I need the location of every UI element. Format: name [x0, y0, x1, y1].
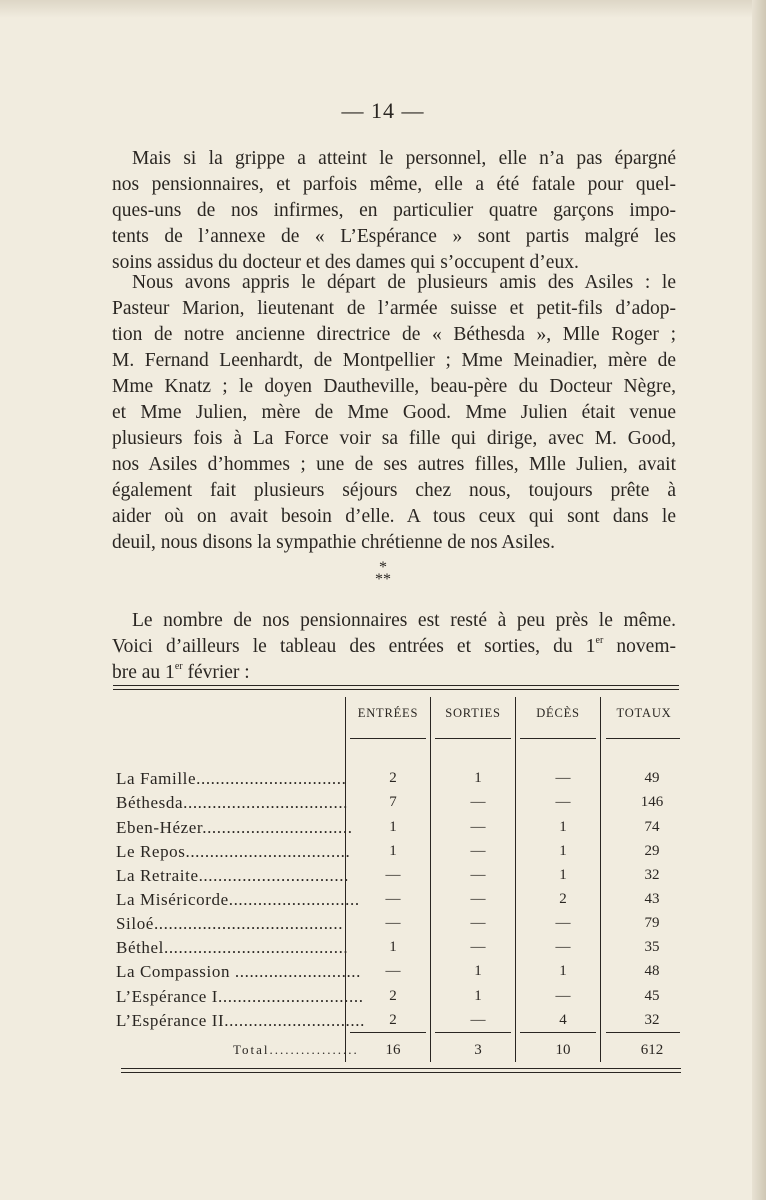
header-underline	[606, 738, 680, 739]
sum-rule	[350, 1032, 426, 1033]
cell-totaux: 32	[644, 867, 660, 883]
cell-totaux: 48	[644, 963, 660, 979]
table-bottom-rule	[121, 1068, 681, 1069]
cell-deces: —	[555, 988, 571, 1004]
total-sorties: 3	[474, 1042, 482, 1058]
table-top-rule	[113, 685, 679, 686]
row-label: Siloé.......................................	[116, 914, 344, 933]
cell-totaux: 43	[644, 891, 660, 907]
cell-entrees: 2	[389, 988, 397, 1004]
table-row	[116, 818, 676, 842]
column-header-entrees: ENTRÉES	[357, 706, 419, 720]
table-row	[116, 890, 676, 914]
paragraph-departures	[112, 270, 676, 556]
cell-totaux: 32	[644, 1012, 660, 1028]
table-bottom-rule	[121, 1072, 681, 1073]
section-separator-asterism	[0, 559, 766, 588]
cell-deces: 1	[559, 843, 567, 859]
cell-deces: 1	[559, 867, 567, 883]
row-label: Le Repos..................................	[116, 842, 351, 861]
table-row	[116, 793, 676, 817]
table-row	[116, 914, 676, 938]
text-line: soins assidus du docteur et des dames qui s’occupent d’eux.	[112, 252, 579, 273]
text-line: Le nombre de nos pensionnaires est resté à peu près le même.	[132, 610, 676, 631]
cell-totaux: 79	[644, 915, 660, 931]
cell-deces: 1	[559, 963, 567, 979]
header-underline	[520, 738, 596, 739]
text-line: M. Fernand Leenhardt, de Montpellier ; Mme Meinadier, mère de	[112, 350, 676, 371]
text-line	[112, 634, 676, 660]
cell-entrees: 2	[389, 770, 397, 786]
table-row	[116, 769, 676, 793]
cell-entrees: —	[385, 915, 401, 931]
total-totaux: 612	[640, 1042, 664, 1058]
row-label: Béthesda..................................	[116, 793, 349, 812]
cell-deces: 2	[559, 891, 567, 907]
page-edge	[752, 0, 766, 1200]
header-underline	[350, 738, 426, 739]
table-row	[116, 962, 676, 986]
cell-sorties: —	[470, 891, 486, 907]
text-line: plusieurs fois à La Force voir sa fille qui dirige, avec M. Good,	[112, 428, 676, 449]
row-label: La Miséricorde...........................	[116, 890, 360, 909]
cell-sorties: —	[470, 843, 486, 859]
sum-rule	[606, 1032, 680, 1033]
table-total-row	[116, 1042, 676, 1066]
cell-totaux: 35	[644, 939, 660, 955]
column-header-totaux: TOTAUX	[616, 706, 672, 720]
paragraph-grippe	[112, 146, 676, 276]
text-segment: novem-	[603, 636, 676, 657]
row-label: La Famille...............................	[116, 769, 347, 788]
superscript: er	[595, 635, 604, 646]
row-label: La Compassion ..........................	[116, 962, 361, 981]
text-line: nos Asiles d’hommes ; une de ses autres filles, Mlle Julien, avait	[112, 454, 676, 475]
table-row	[116, 987, 676, 1011]
cell-deces: 1	[559, 819, 567, 835]
row-label: La Retraite...............................	[116, 866, 349, 885]
cell-entrees: 1	[389, 939, 397, 955]
text-line: Mais si la grippe a atteint le personnel, elle n’a pas épargné	[132, 148, 676, 169]
text-line: tion de notre ancienne directrice de « Béthesda », Mlle Roger ;	[112, 324, 676, 345]
row-label: L’Espérance II.............................	[116, 1011, 365, 1030]
superscript: er	[174, 661, 183, 672]
asterism-bottom: **	[375, 571, 391, 588]
cell-sorties: —	[470, 794, 486, 810]
cell-sorties: 1	[474, 770, 482, 786]
header-underline	[435, 738, 511, 739]
cell-entrees: —	[385, 891, 401, 907]
cell-deces: —	[555, 915, 571, 931]
page-number: — 14 —	[341, 98, 425, 123]
table-row	[116, 938, 676, 962]
page-top-shadow	[0, 0, 766, 18]
cell-entrees: 1	[389, 843, 397, 859]
cell-entrees: —	[385, 867, 401, 883]
text-segment: Voici d’ailleurs le tableau des entrées et sorties, du 1	[112, 636, 596, 657]
cell-deces: —	[555, 770, 571, 786]
row-label: Béthel......................................	[116, 938, 349, 957]
cell-totaux: 146	[640, 794, 664, 810]
total-entrees: 16	[385, 1042, 401, 1058]
text-segment: février :	[182, 662, 250, 683]
row-label: L’Espérance I..............................	[116, 987, 364, 1006]
text-line: deuil, nous disons la sympathie chrétienne de nos Asiles.	[112, 532, 556, 553]
cell-entrees: 7	[389, 794, 397, 810]
text-line: ques-uns de nos infirmes, en particulier quatre garçons impo-	[112, 200, 676, 221]
cell-sorties: 1	[474, 988, 482, 1004]
column-header-deces: DÉCÈS	[536, 706, 580, 720]
cell-sorties: —	[470, 1012, 486, 1028]
total-deces: 10	[555, 1042, 571, 1058]
cell-totaux: 74	[644, 819, 660, 835]
cell-totaux: 45	[644, 988, 660, 1004]
sum-rule	[520, 1032, 596, 1033]
column-header-sorties: SORTIES	[445, 706, 501, 720]
cell-totaux: 29	[644, 843, 660, 859]
cell-deces: —	[555, 794, 571, 810]
table-top-rule	[113, 689, 679, 690]
text-line: aider où on avait besoin d’elle. A tous ceux qui sont dans le	[112, 506, 676, 527]
table-row	[116, 842, 676, 866]
cell-sorties: —	[470, 819, 486, 835]
table-row	[116, 866, 676, 890]
cell-deces: 4	[559, 1012, 567, 1028]
text-line	[112, 660, 676, 686]
cell-sorties: —	[470, 915, 486, 931]
cell-totaux: 49	[644, 770, 660, 786]
text-line: également fait plusieurs séjours chez nous, toujours prête à	[112, 480, 676, 501]
sum-rule	[435, 1032, 511, 1033]
cell-sorties: —	[470, 939, 486, 955]
asterism-top: *	[379, 559, 387, 576]
cell-entrees: 2	[389, 1012, 397, 1028]
cell-entrees: 1	[389, 819, 397, 835]
paragraph-table-intro	[112, 608, 676, 686]
cell-sorties: —	[470, 867, 486, 883]
cell-sorties: 1	[474, 963, 482, 979]
text-line: Nous avons appris le départ de plusieurs amis des Asiles : le	[132, 272, 676, 293]
cell-entrees: —	[385, 963, 401, 979]
text-line: et Mme Julien, mère de Mme Good. Mme Julien était venue	[112, 402, 676, 423]
text-segment: bre au 1	[112, 662, 175, 683]
text-line: nos pensionnaires, et parfois même, elle a été fatale pour quel-	[112, 174, 676, 195]
text-line: Mme Knatz ; le doyen Dautheville, beau-père du Docteur Nègre,	[112, 376, 676, 397]
row-label: Eben-Hézer...............................	[116, 818, 353, 837]
total-label: Total.................	[233, 1042, 359, 1057]
cell-deces: —	[555, 939, 571, 955]
text-line: tents de l’annexe de « L’Espérance » sont partis malgré les	[112, 226, 676, 247]
text-line: Pasteur Marion, lieutenant de l’armée suisse et petit-fils d’adop-	[112, 298, 676, 319]
